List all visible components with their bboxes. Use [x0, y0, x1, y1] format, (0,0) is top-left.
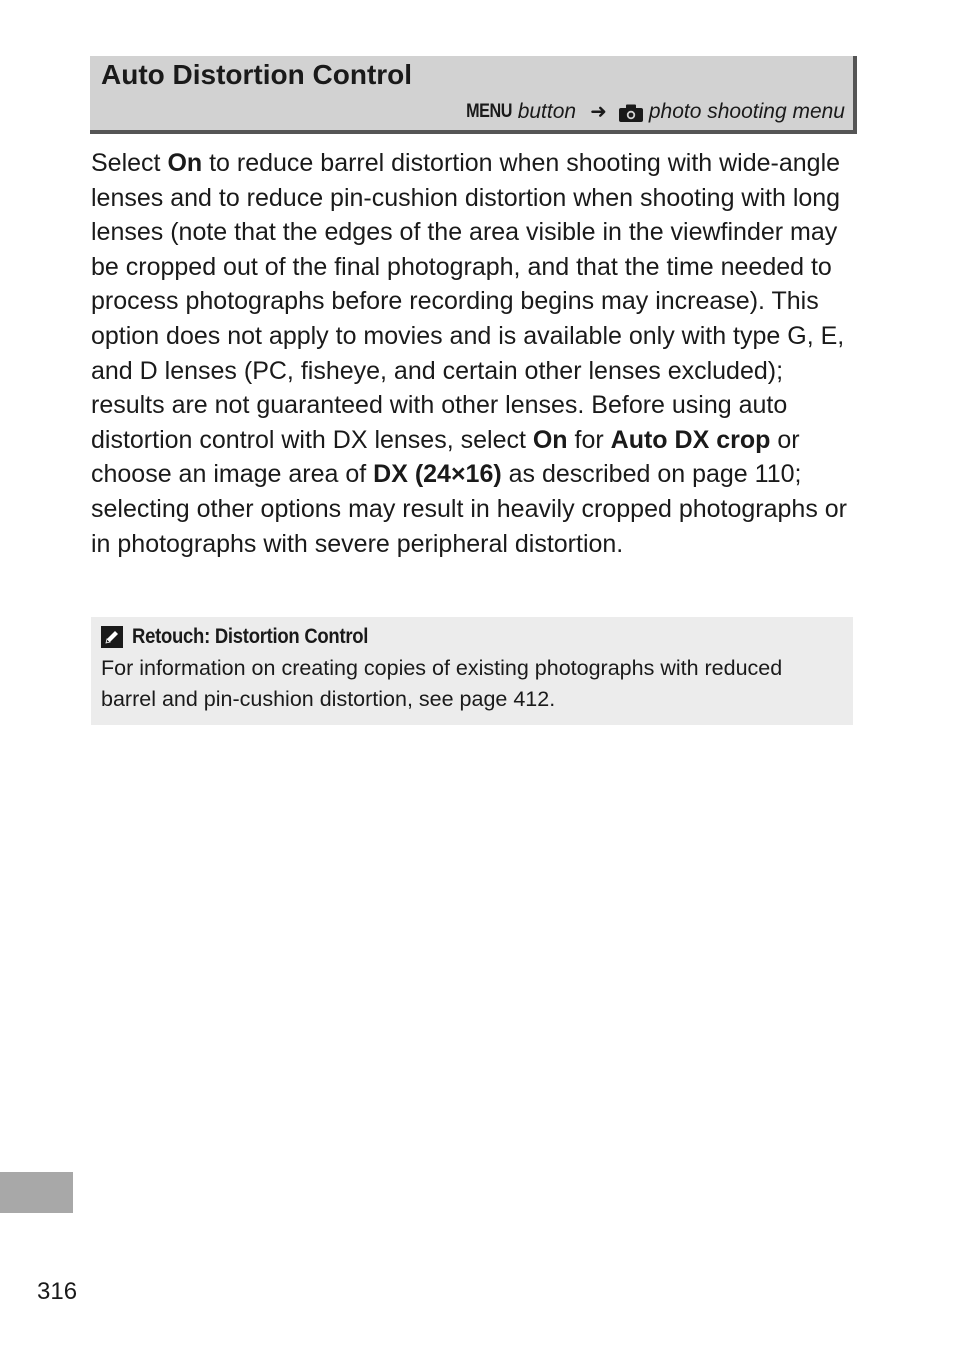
dx-image-area-label: DX (24×16): [373, 460, 502, 489]
page-number: 316: [37, 1278, 78, 1305]
note-text: For information on creating copies of existing photographs with reduced barrel and pin-cushion distortion, see page 412.: [101, 656, 783, 711]
pencil-note-icon: [101, 626, 123, 648]
menu-button-label: MENU: [465, 100, 512, 122]
auto-dx-crop-label: Auto DX crop: [610, 425, 771, 454]
arrow-right-icon: ➜: [590, 101, 607, 123]
chapter-tab: [0, 1172, 73, 1213]
button-word: button: [517, 99, 577, 123]
option-on-2: On: [532, 425, 568, 454]
section-title: Auto Distortion Control: [101, 59, 413, 90]
description-paragraph: Select On to reduce barrel distortion when shooting with wide-angle lenses and to reduce pin-cushion distortion when shooting with long lenses (note that the edges of the area visible in the viewfinder may be cropped out of the final photograph, and that the time needed to process photographs before recording begins may increase). This option does not apply to movies and is available only with type G, E, and D lenses (PC, fisheye, and certain other lenses excluded); results are not guaranteed with other lenses. Before using auto distortion control with DX lenses, select On for Auto DX crop or choose an image area of DX (24×16) as described on page 110; selecting other options may result in heavily cropped photographs or in photographs with severe peripheral distortion.: [91, 149, 847, 558]
option-on: On: [167, 149, 203, 177]
camera-icon: [619, 104, 643, 122]
note-title: Retouch: Distortion Control: [132, 625, 369, 648]
menu-path: [458, 99, 845, 124]
note-heading: [101, 625, 400, 649]
section-header: [90, 56, 857, 134]
note-box: [91, 617, 853, 725]
photo-shooting-menu-label: photo shooting menu: [648, 99, 845, 123]
